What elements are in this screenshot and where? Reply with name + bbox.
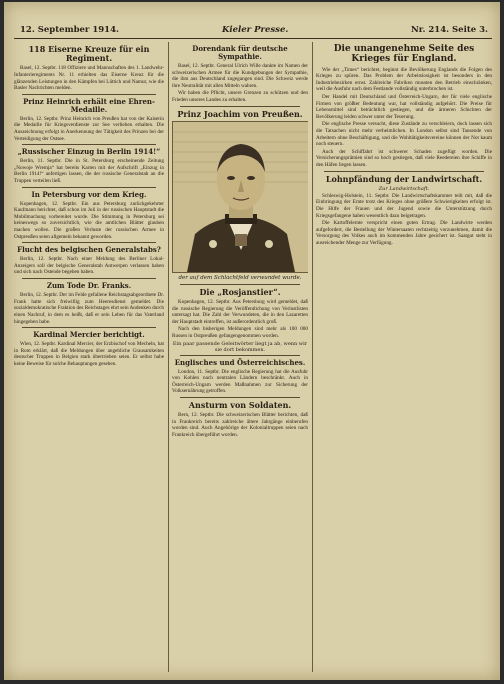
article-divider [22,278,156,279]
article-divider [22,327,156,328]
article-subheading: Zur Landwirtschaft. [378,185,430,192]
article-body: Berlin, 12. Septbr. Der im Felde gefallene Reichstagsabgeordnete Dr. Frank hatte sich freiwillig zum Heeresdienst gemeldet. Die sozialdemokratische Fraktion des Reichstages ehrt sein Andenken durch einen Nachruf, in dem es heißt, daß er sein Leben für das Vaterland hingegeben habe. [14,292,164,325]
note-text: Ein paar passende Geleitwörter liegt ja ab, wenn wir sie dort bekommen. [172,340,308,353]
article-body: Basel, 12. Septbr. General Ulrich Wille dankte im Namen der schweizerischen Armee für die Kundgebungen der Sympathie, die ihm aus Deutschland zugegangen sind. Die Schweiz werde ihre Neutralität mit allen Mitteln wahren. Wir haben die Pflicht, unsere Grenzen zu schützen und den Frieden unseres Landes zu erhalten. [172,63,308,104]
header-number-page: Nr. 214. Seite 3. [411,25,488,35]
portrait-caption: der auf dem Schlachtfeld verwundet wurde. [178,274,302,281]
article-divider [22,242,156,243]
article-heading: Englisches und Österreichisches. [174,357,306,367]
article-heading: Die „Rosjanstier“. [199,286,281,297]
portrait-drawing [173,122,308,272]
article-heading: Zum Tode Dr. Franks. [46,281,132,291]
column-rule [312,42,313,672]
article-heading: Die unangenehme Seite des Krieges für England. [333,44,475,65]
header-date: 12. September 1914. [20,25,119,35]
article-divider [180,397,300,398]
article-divider [180,284,300,285]
article-heading: „Russischer Einzug in Berlin 1914!“ [17,147,161,157]
article-body: Berlin, 12. Septbr. Prinz Heinrich von Preußen hat von der Kaiserin die Medaille für Kriegsverdienste zur See verliehen erhalten. Die Auszeichnung erfolgt in Anerkennung der Tätigkeit des Prinzen bei der Verteidigung der Ostsee. [14,115,164,142]
article-divider [22,94,156,95]
article-heading: Lohnpfändung der Landwirtschaft. [325,173,483,184]
article-body: Basel, 12. Septbr. 118 Offiziere und Mannschaften des 1. Landwehr-Infanterieregiments Nr. 11 erhielten das Eiserne Kreuz für die glänzenden Leistungen in den Kämpfen bei Lüttich und Namur, wie die Basler Nachrichten melden. [14,65,164,92]
article-body: Bern, 12. Septbr. Die schweizerischen Blätter berichten, daß in Frankreich bereits zahlreiche ältere Jahrgänge einberufen worden sind. Auch Angehörige der Kolonialtruppen seien nach Frankreich übergeführt worden. [172,412,308,438]
article-heading: Kardinal Mercier berichtigt. [33,330,145,340]
article-body: London, 11. Septbr. Die englische Regierung hat die Ausfuhr von Kohlen nach neutralen Ländern beschränkt. Auch in Österreich-Ungarn werden Maßnahmen zur Sicherung der Volksernährung getroffen. [172,368,308,395]
article-heading: Dorendank für deutsche Sympathie. [192,44,288,62]
article-divider [180,106,300,107]
article-body: Kopenhagen, 12. Septbr. Ein aus Petersburg zurückgekehrter Kaufmann berichtet, daß schon im Juli in der russischen Hauptstadt die Mobilmachung vorbereitet wurde. Die Stimmung in Petersburg sei keineswegs so zuversichtlich, wie die amtlichen Blätter glauben machen wollen. Die großen Verluste der russischen Armee in Ostpreußen seien allgemein bekannt geworden. [14,200,164,240]
article-heading: Prinz Heinrich erhält eine Ehren-Medaille. [23,96,155,114]
article-body: Wien, 12. Septbr. Kardinal Mercier, der Erzbischof von Mecheln, hat in Rom erklärt, daß die Meldungen über angebliche Grausamkeiten deutscher Truppen in Belgien stark übertrieben seien. Er selbst habe keine Beweise für solche Behauptungen gesehen. [14,341,164,367]
column-left [14,42,164,672]
article-body: Berlin, 11. Septbr. Die in St. Petersburg erscheinende Zeitung „Nowoje Wremja“ hat bereits Karten mit der Aufschrift „Einzug in Berlin 1914!“ anfertigen lassen, die der russische Generalstab an die Truppen verteilen ließ. [14,158,164,185]
article-heading: Flucht des belgischen Generalstabs? [17,245,161,255]
article-divider [22,187,156,188]
column-middle [172,42,308,672]
article-divider [324,171,484,172]
portrait-title: Prinz Joachim von Preußen. [177,108,303,119]
article-heading: Ansturm von Soldaten. [188,400,292,411]
newspaper-page [4,2,500,680]
article-body: Wie der „Times“ berichtet, beginnt die Bevölkerung Englands die Folgen des Krieges zu spüren. Das Problem der Arbeitslosigkeit ist besonders in den Industriebezirken ernst. Zahlreiche Fabriken mussten den Betrieb einschränken, weil die Ausfuhr nach dem Festlande vollständig unterbrochen ist. Der Handel mit Deutschland und Österreich-Ungarn, der für viele englische Firmen von größter Bedeutung war, hat vollständig aufgehört. Die Preise für Lebensmittel sind beträchtlich gestiegen, und die ärmeren Schichten der Bevölkerung leiden schwer unter der Teuerung. Die englische Presse versucht, diese Zustände zu verschleiern, doch lassen sich die Tatsachen nicht mehr verheimlichen. In London selbst sind Tausende von Arbeitern ohne Beschäftigung, und die Wohltätigkeitsvereine können der Not kaum noch steuern. Auch der Schiffahrt ist schwerer Schaden zugefügt worden. Die Versicherungsprämien sind so hoch gestiegen, daß viele Reedereien ihre Schiffe in den Häfen liegen lassen. [316,66,492,168]
column-rule [168,42,169,672]
article-body: Schleswig-Holstein, 11. Septbr. Die Landwirtschaftskammer teilt mit, daß die Einbringung der Ernte trotz des Krieges ohne größere Schwierigkeiten erfolgt ist. Die Hilfe der Frauen und der Jugend sowie die Unterstützung durch Kriegsgefangene haben wesentlich dazu beigetragen. Die Kartoffelernte verspricht einen guten Ertrag. Die Landwirte werden aufgefordert, die Bestellung der Wintersaaten rechtzeitig vorzunehmen, damit die Versorgung des Volkes auch im kommenden Jahre gesichert ist. Saatgut steht in ausreichender Menge zur Verfügung. [316,192,492,246]
article-body: Berlin, 12. Septbr. Nach einer Meldung des Berliner Lokal-Anzeigers soll der belgische Generalstab Antwerpen verlassen haben und sich nach Ostende begeben haben. [14,256,164,276]
article-body: Kopenhagen, 12. Septbr. Aus Petersburg wird gemeldet, daß die russische Regierung die Veröffentlichung von Verlustlisten untersagt hat. Die Zahl der Verwundeten, die in den Lazaretten der Hauptstadt eintreffen, ist außerordentlich groß. Nach den bisherigen Meldungen sind mehr als 100 000 Russen in Ostpreußen gefangengenommen worden. [172,299,308,339]
page-header [14,24,492,39]
article-heading: 118 Eiserne Kreuze für ein Regiment. [28,44,150,64]
column-right [316,42,492,672]
article-divider [180,355,300,356]
article-divider [22,144,156,145]
header-paper-name: Kieler Presse. [222,25,289,35]
article-heading: In Petersburg vor dem Krieg. [31,189,147,199]
portrait-image [172,121,308,273]
